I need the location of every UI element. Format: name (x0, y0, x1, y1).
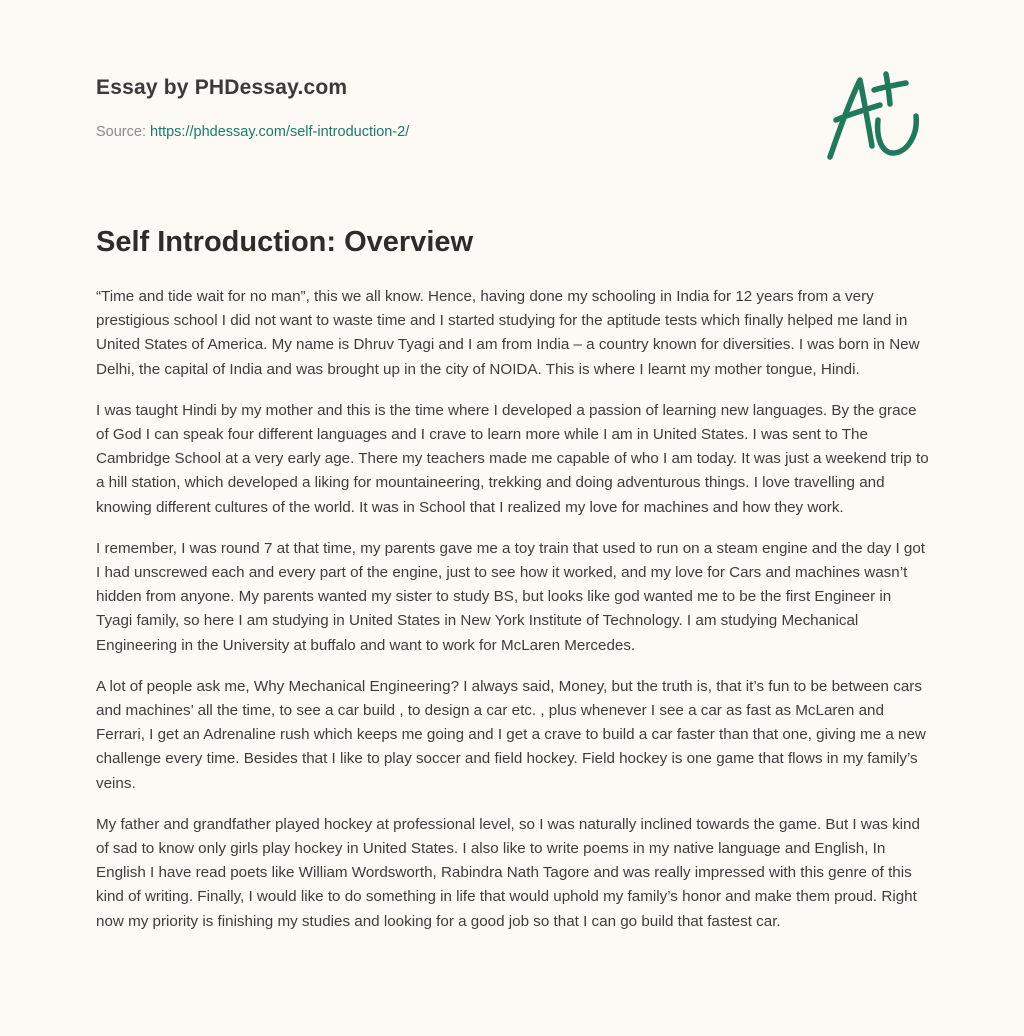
essay-title: Self Introduction: Overview (96, 226, 474, 258)
essay-paragraph: “Time and tide wait for no man”, this we all know. Hence, having done my schooling in India for 12 years from a very prestigious school I did not want to waste time and I started studying for the aptitude tests which finally helped me land in United States of America. My name is Dhruv Tyagi and I am from India – a country known for diversities. I was born in New Delhi, the capital of India and was brought up in the city of NOIDA. This is where I learnt my mother tongue, Hindi. (96, 288, 920, 378)
source-label: Source: (96, 124, 150, 140)
essay-paragraph: I remember, I was round 7 at that time, my parents gave me a toy train that used to run on a steam engine and the day I got I had unscrewed each and every part of the engine, just to see how it worked, and my love for Cars and machines wasn’t hidden from anyone. My parents wanted my sister to study BS, but looks like god wanted me to be the first Engineer in Tyagi family, so here I am studying in United States in New York Institute of Technology. I am studying Mechanical Engineering in the University at buffalo and want to work for McLaren Mercedes. (96, 539, 926, 654)
site-title: Essay by PHDessay.com (96, 76, 348, 99)
source-line (96, 124, 409, 140)
a-plus-logo-icon (822, 68, 926, 164)
essay-paragraph: My father and grandfather played hockey at professional level, so I was naturally inclined towards the game. But I was kind of sad to know only girls play hockey in United States. I also like to write poems in my native language and English, In English I have read poets like William Wordsworth, Rabindra Nath Tagore and was really impressed with this genre of this kind of writing. Finally, I would like to do something in life that would uphold my family’s honor and make them proud. Right now my priority is finishing my studies and looking for a good job so that I can go build that fastest car. (96, 815, 920, 930)
essay-body (96, 285, 930, 951)
source-link[interactable]: https://phdessay.com/self-introduction-2/ (150, 124, 410, 140)
essay-paragraph: I was taught Hindi by my mother and this is the time where I developed a passion of learning new languages. By the grace of God I can speak four different languages and I crave to learn more while I am in United States. I was sent to The Cambridge School at a very early age. There my teachers made me capable of who I am today. It was just a weekend trip to a hill station, which developed a liking for mountaineering, trekking and doing adventurous things. I love travelling and knowing different cultures of the world. It was in School that I realized my love for machines and how they work. (96, 401, 929, 516)
essay-paragraph: A lot of people ask me, Why Mechanical Engineering? I always said, Money, but the truth is, that it’s fun to be between cars and machines’ all the time, to see a car build , to design a car etc. , plus whenever I see a car as fast as McLaren and Ferrari, I get an Adrenaline rush which keeps me going and I get a crave to build a car faster than that one, giving me a new challenge every time. Besides that I like to play soccer and field hockey. Field hockey is one game that flows in my family’s veins. (96, 677, 926, 792)
